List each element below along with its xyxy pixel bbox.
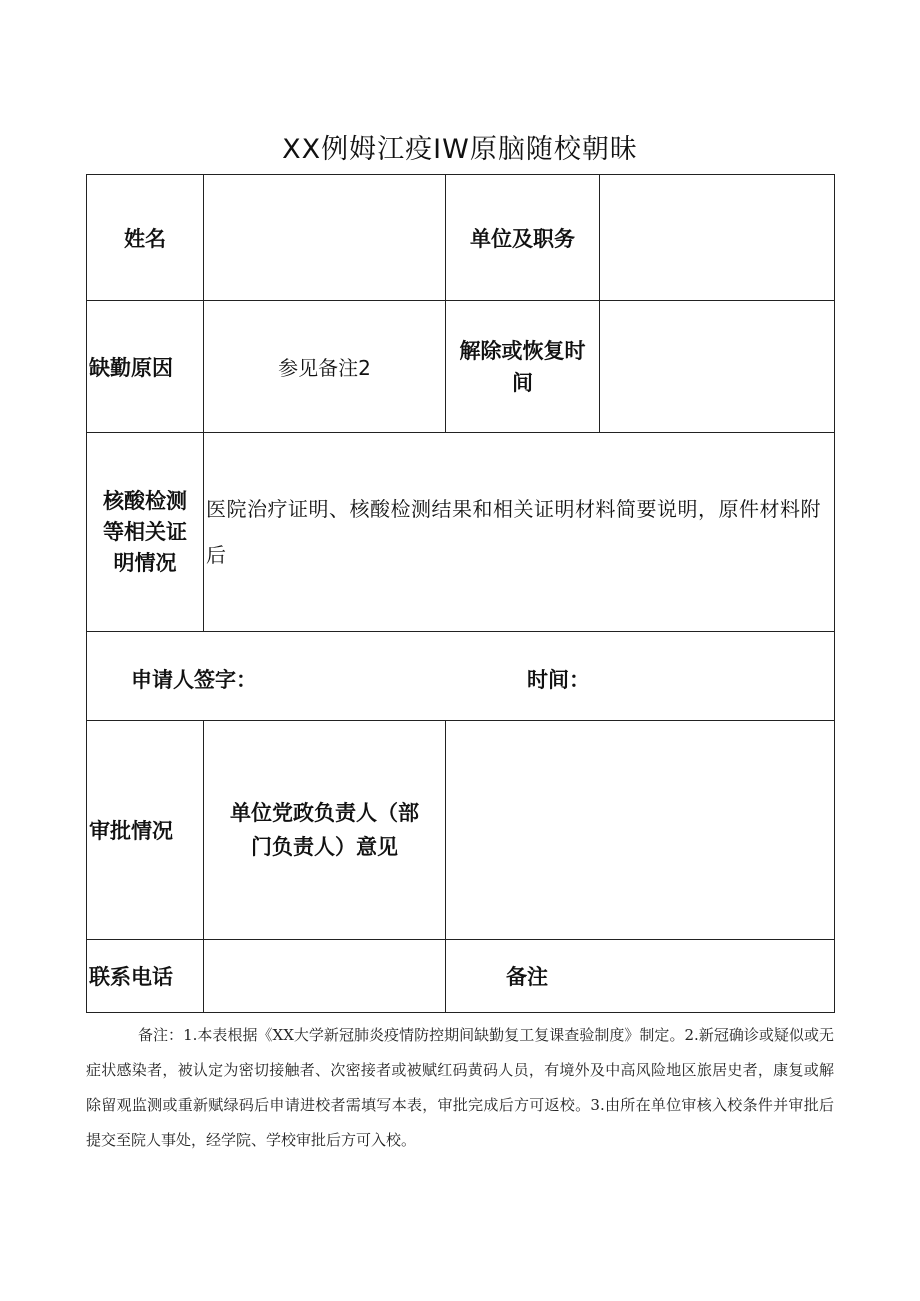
- unit-position-label: 单位及职务: [446, 175, 600, 301]
- name-label: 姓名: [87, 175, 204, 301]
- document-title: XX例姆江疫IW原脑随校朝昧: [282, 134, 638, 165]
- name-field[interactable]: [204, 175, 446, 301]
- row-approval: [87, 721, 835, 940]
- test-proof-value: 医院治疗证明、核酸检测结果和相关证明材料简要说明，原件材料附后: [204, 433, 835, 632]
- row-absence: [87, 301, 835, 433]
- row-contact: [87, 940, 835, 1013]
- remark-label: 备注: [446, 940, 835, 1013]
- row-test-proof: [87, 433, 835, 632]
- footnote: 备注：1.本表根据《XX大学新冠肺炎疫情防控期间缺勤复工复课查验制度》制定。2.新冠确诊或疑似或无症状感染者，被认定为密切接触者、次密接者或被赋红码黄码人员，有境外及中高风险地区旅居史者，康复或解除留观监测或重新赋绿码后申请进校者需填写本表，审批完成后方可返校。3.由所在单位审核入校条件并审批后提交至院人事处，经学院、学校审批后方可入校。: [86, 1026, 834, 1149]
- test-proof-label: 核酸检测等相关证明情况: [87, 433, 204, 632]
- release-time-field[interactable]: [600, 301, 835, 433]
- unit-position-field[interactable]: [600, 175, 835, 301]
- applicant-signature-label: 申请人签字：: [131, 668, 257, 692]
- approver-opinion-label: 单位党政负责人（部门负责人）意见: [204, 721, 446, 940]
- absence-reason-label: 缺勤原因: [87, 301, 204, 433]
- row-signature: [87, 632, 835, 721]
- approval-label: 审批情况: [87, 721, 204, 940]
- phone-label: 联系电话: [87, 940, 204, 1013]
- release-time-label: 解除或恢复时间: [446, 301, 600, 433]
- row-name-unit: [87, 175, 835, 301]
- absence-reason-value: 参见备注2: [204, 301, 446, 433]
- phone-field[interactable]: [204, 940, 446, 1013]
- sign-time-label: 时间：: [527, 668, 590, 692]
- approver-opinion-field[interactable]: [446, 721, 835, 940]
- application-form-table: [86, 174, 835, 1013]
- signature-cell[interactable]: [87, 632, 835, 721]
